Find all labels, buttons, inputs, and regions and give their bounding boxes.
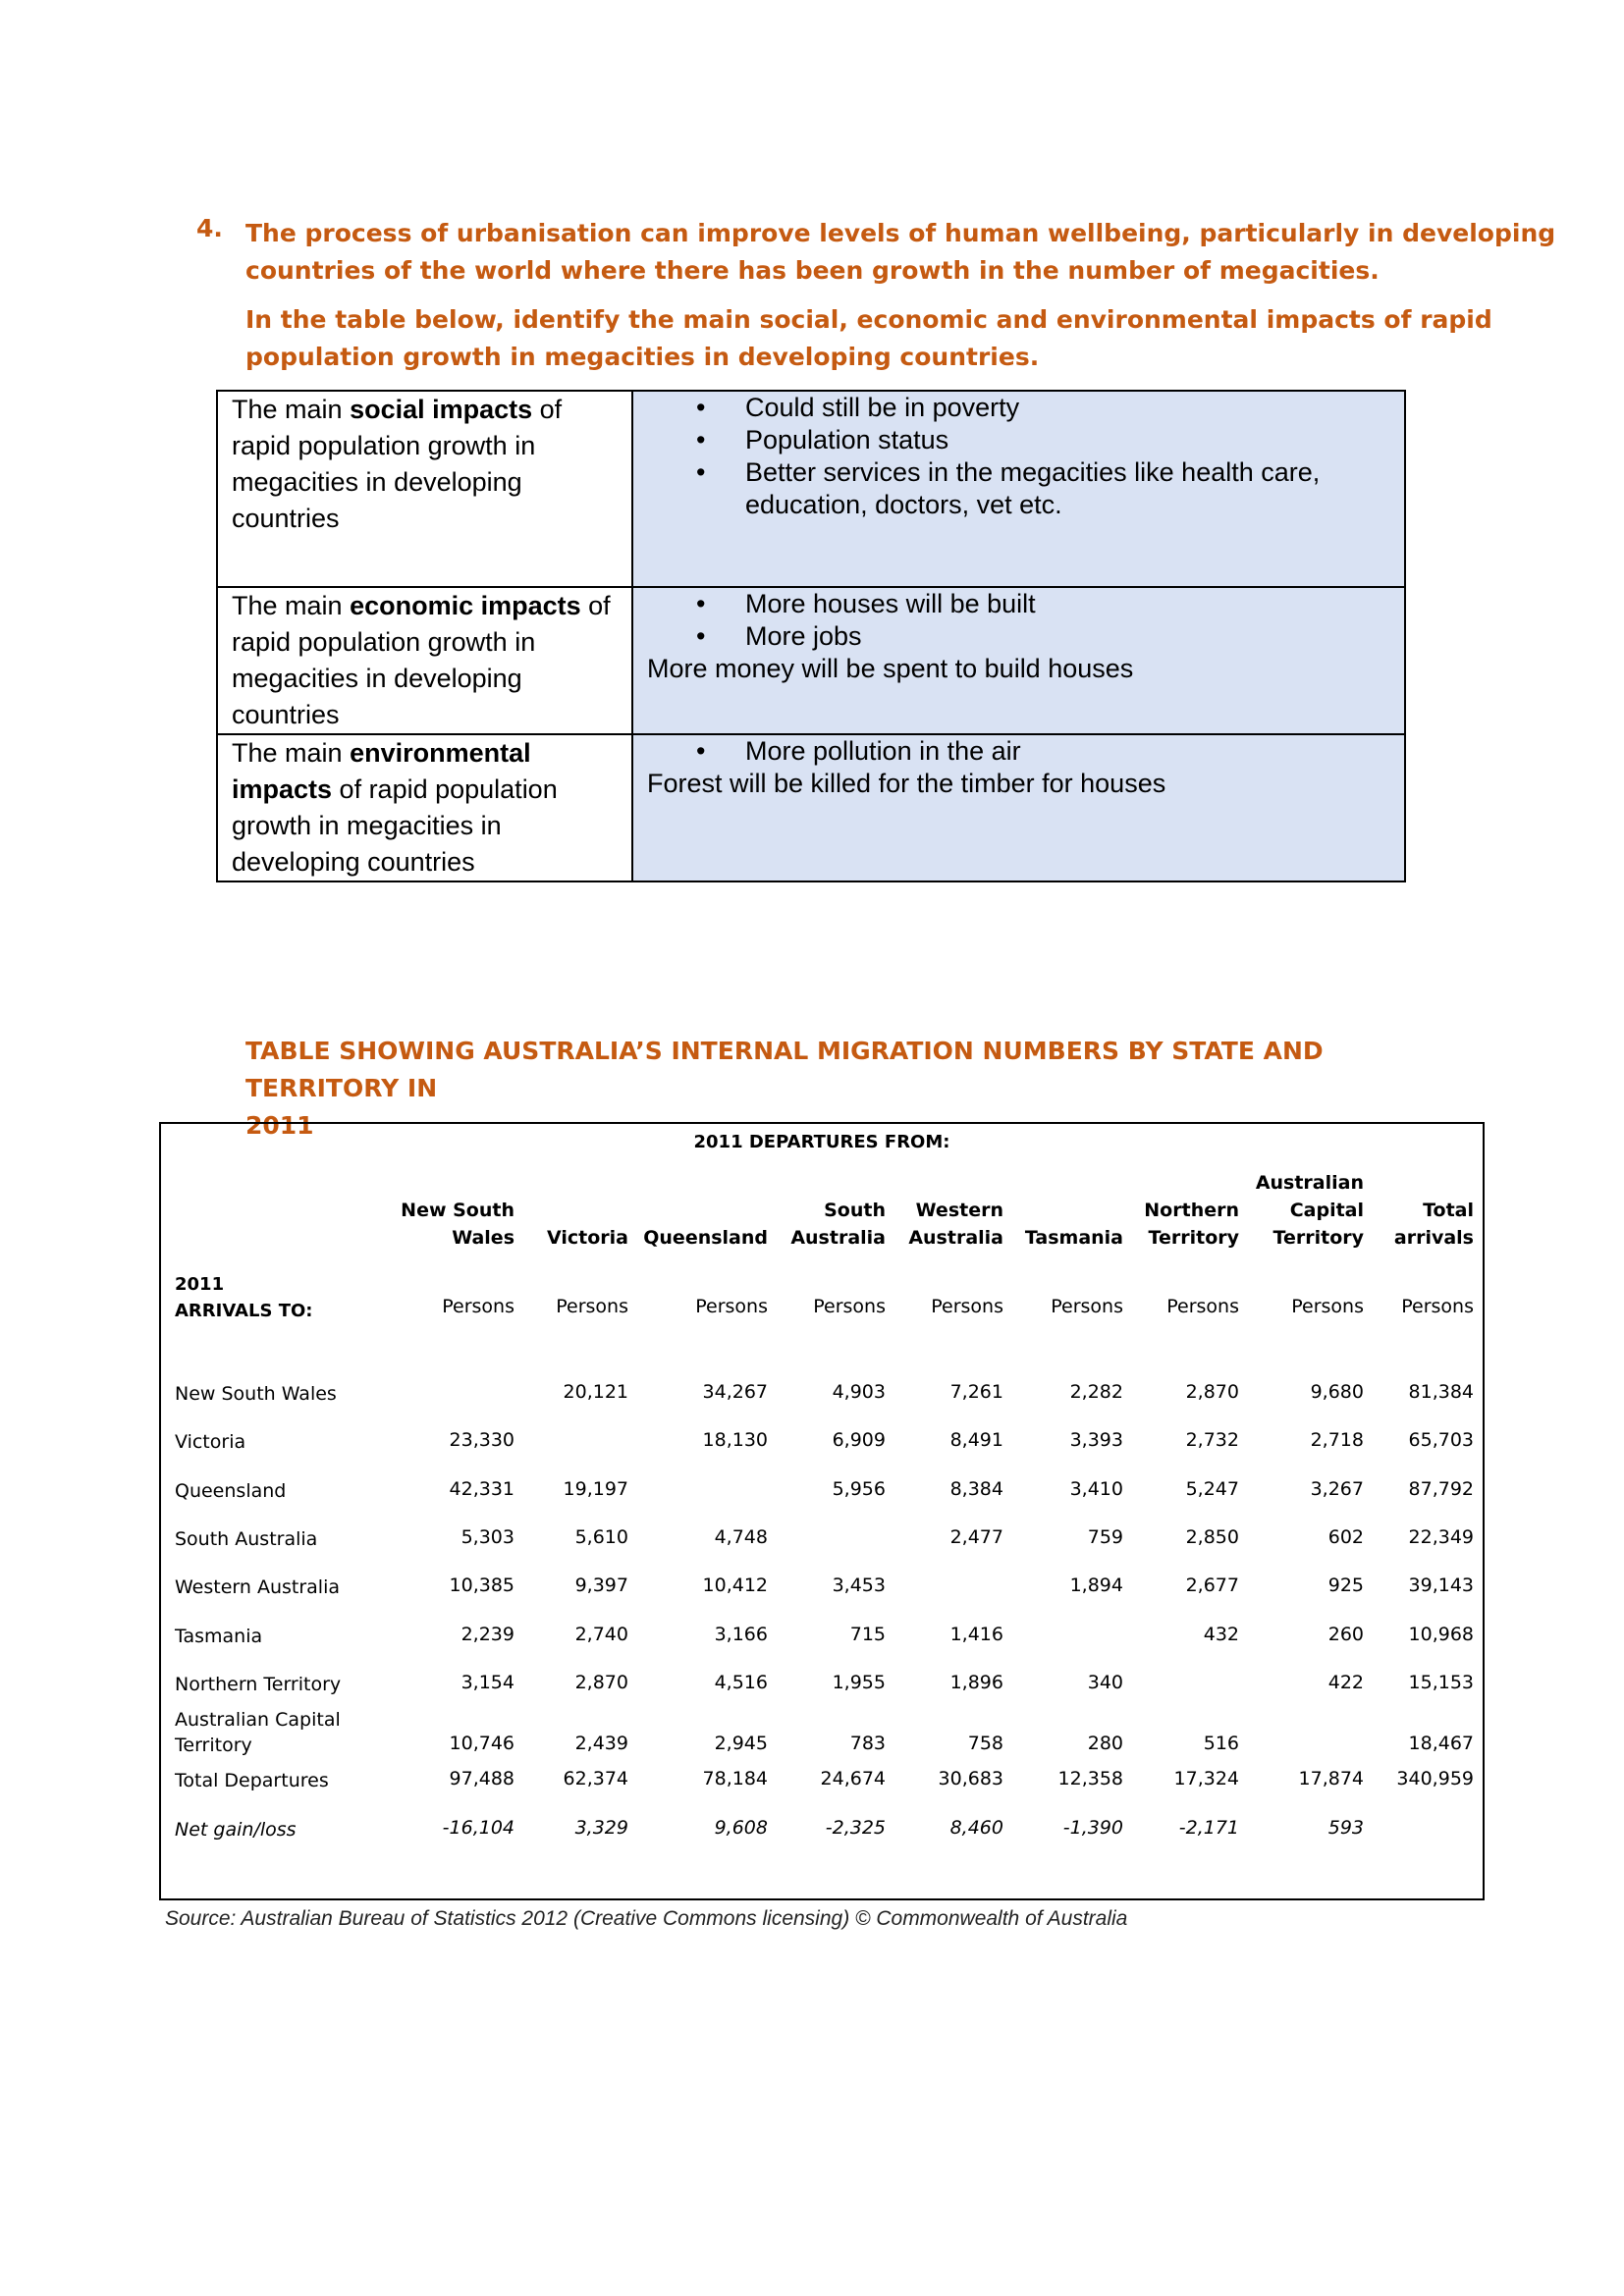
table-cell: 5,610 [574, 1526, 628, 1548]
bullet-text: Better services in the megacities like health care, education, doctors, vet etc. [745, 457, 1321, 519]
impacts-row-social [217, 391, 1405, 587]
table-cell: 2,718 [1310, 1429, 1364, 1451]
table-cell: 3,267 [1310, 1478, 1364, 1500]
row-label-line: Total Departures [175, 1770, 329, 1791]
table-cell: 6,909 [832, 1429, 886, 1451]
unit-label: Persons [1051, 1296, 1123, 1317]
row-label-line: Northern Territory [175, 1674, 342, 1695]
label-prefix: The main [232, 738, 351, 768]
table-cell: 3,393 [1069, 1429, 1123, 1451]
table-cell: 34,267 [702, 1381, 768, 1403]
economic-bullets [647, 588, 1392, 653]
label-bold: environmental impacts [232, 738, 531, 804]
column-header-line: Australian [1255, 1172, 1364, 1194]
table-cell: 19,197 [563, 1478, 628, 1500]
row-label [175, 1575, 340, 1600]
column-header-line: Capital [1289, 1200, 1364, 1221]
row-label [175, 1817, 297, 1842]
table-cell: 2,677 [1185, 1575, 1239, 1596]
title-line-1: TABLE SHOWING AUSTRALIA’S INTERNAL MIGRATION NUMBERS BY STATE AND TERRITORY IN [245, 1037, 1324, 1102]
table-cell: 2,439 [574, 1733, 628, 1754]
unit-label: Persons [1166, 1296, 1239, 1317]
column-header-line: Territory [1148, 1227, 1239, 1249]
label-prefix: The main [232, 395, 351, 424]
table-cell: 340 [1087, 1672, 1123, 1693]
column-header-line: Australia [908, 1227, 1003, 1249]
bullet-item [647, 392, 1392, 424]
table-cell: 9,680 [1310, 1381, 1364, 1403]
label-suffix: of rapid population growth in megacities in developing countries [232, 774, 558, 877]
column-header-line: Total [1423, 1200, 1474, 1221]
bullet-text: More jobs [745, 621, 862, 651]
environmental-bullets [647, 735, 1392, 768]
social-impacts-label [217, 391, 632, 587]
table-cell: 8,460 [949, 1817, 1003, 1839]
row-label-line: South Australia [175, 1528, 318, 1550]
source-note: Source: Australian Bureau of Statistics 2012 (Creative Commons licensing) © Commonwealth of Australia [165, 1907, 1128, 1930]
bullet-glyph: • [696, 393, 706, 422]
table-cell: 1,955 [832, 1672, 886, 1693]
table-cell: 2,945 [714, 1733, 768, 1754]
answer-text: Forest will be killed for the timber for houses [647, 769, 1166, 798]
row-label-line: Australian Capital [175, 1709, 341, 1731]
unit-label: Persons [442, 1296, 514, 1317]
unit-label: Persons [695, 1296, 768, 1317]
unit-label: Persons [1401, 1296, 1474, 1317]
label-bold: economic impacts [350, 591, 581, 620]
column-header-line: Tasmania [1024, 1227, 1123, 1249]
bullet-item [647, 424, 1392, 456]
bullet-item [647, 735, 1392, 768]
bullet-item [647, 588, 1392, 620]
column-header-line: Wales [452, 1227, 514, 1249]
bullet-text: More houses will be built [745, 589, 1036, 618]
table-cell: -16,104 [442, 1817, 514, 1839]
social-impacts-answer[interactable] [632, 391, 1405, 587]
table-cell: 65,703 [1408, 1429, 1474, 1451]
column-header [471, 1224, 628, 1252]
table-cell: 4,516 [714, 1672, 768, 1693]
unit-label: Persons [556, 1296, 628, 1317]
table-cell: 78,184 [702, 1768, 768, 1789]
unit-label: Persons [813, 1296, 886, 1317]
row-label-line: Queensland [175, 1480, 287, 1502]
table-cell: -2,171 [1178, 1817, 1239, 1839]
table-cell: 20,121 [563, 1381, 628, 1403]
column-header-line: Queensland [643, 1227, 768, 1249]
table-cell: 23,330 [449, 1429, 514, 1451]
question-line-2: countries of the world where there has been growth in the number of megacities. [245, 256, 1380, 285]
column-header-line: Territory [1272, 1227, 1364, 1249]
table-cell: 17,324 [1173, 1768, 1239, 1789]
table-cell: 516 [1203, 1733, 1239, 1754]
table-cell: 2,732 [1185, 1429, 1239, 1451]
row-label [175, 1526, 317, 1552]
table-cell: 3,154 [460, 1672, 514, 1693]
table-cell: 10,968 [1408, 1624, 1474, 1645]
table-cell: 1,896 [949, 1672, 1003, 1693]
table-cell: 5,956 [832, 1478, 886, 1500]
table-cell: 783 [849, 1733, 886, 1754]
table-cell: 3,329 [574, 1817, 628, 1839]
departures-header: 2011 DEPARTURES FROM: [693, 1132, 950, 1152]
impacts-row-environmental [217, 734, 1405, 881]
bullet-text: More pollution in the air [745, 736, 1021, 766]
social-bullets [647, 392, 1392, 521]
label-bold: social impacts [350, 395, 533, 424]
row-label-line: Territory [175, 1735, 252, 1756]
question-line-1: The process of urbanisation can improve levels of human wellbeing, particularly in developing [245, 219, 1556, 247]
environmental-impacts-answer[interactable] [632, 734, 1405, 881]
row-label-line: Western Australia [175, 1576, 341, 1598]
bullet-item [647, 620, 1392, 653]
column-header-line: arrivals [1393, 1227, 1474, 1249]
table-cell: -1,390 [1062, 1817, 1123, 1839]
table-cell: 4,748 [714, 1526, 768, 1548]
table-cell: 432 [1203, 1624, 1239, 1645]
column-header-line: Northern [1144, 1200, 1239, 1221]
unit-label: Persons [1291, 1296, 1364, 1317]
bullet-item [647, 456, 1392, 521]
economic-impacts-label [217, 587, 632, 734]
bullet-glyph: • [696, 736, 706, 766]
table-cell: 1,416 [949, 1624, 1003, 1645]
title-line-2: 2011 [245, 1111, 314, 1140]
environmental-impacts-label [217, 734, 632, 881]
question-number: 4. [196, 214, 223, 242]
table-cell: 715 [849, 1624, 886, 1645]
row-label [175, 1768, 329, 1793]
table-cell: 2,239 [460, 1624, 514, 1645]
table-cell: 593 [1327, 1817, 1364, 1839]
table-cell: 2,740 [574, 1624, 628, 1645]
table-cell: 17,874 [1298, 1768, 1364, 1789]
bullet-text: Could still be in poverty [745, 393, 1020, 422]
arrivals-label [175, 1271, 312, 1324]
row-label [175, 1624, 262, 1649]
table-cell: 18,467 [1408, 1733, 1474, 1754]
row-label-line: New South Wales [175, 1383, 337, 1405]
table-cell: 42,331 [449, 1478, 514, 1500]
row-label [175, 1707, 341, 1758]
table-cell: 12,358 [1057, 1768, 1123, 1789]
unit-label: Persons [931, 1296, 1003, 1317]
table-cell: -2,325 [825, 1817, 886, 1839]
table-cell: 97,488 [449, 1768, 514, 1789]
table-cell: 280 [1087, 1733, 1123, 1754]
table-cell: 5,303 [460, 1526, 514, 1548]
bullet-glyph: • [696, 589, 706, 618]
label-prefix: The main [232, 591, 351, 620]
table-cell: 39,143 [1408, 1575, 1474, 1596]
label-suffix: of rapid population growth in megacities in developing countries [232, 395, 563, 533]
table-cell: 340,959 [1396, 1768, 1474, 1789]
table-cell: 8,384 [949, 1478, 1003, 1500]
table-cell: 30,683 [938, 1768, 1003, 1789]
row-label [175, 1672, 341, 1697]
column-header-line: Western [915, 1200, 1003, 1221]
column-header-line: South [824, 1200, 886, 1221]
table-cell: 2,282 [1069, 1381, 1123, 1403]
bullet-glyph: • [696, 621, 706, 651]
arrivals-label-year: 2011 [175, 1274, 225, 1295]
table-cell: 5,247 [1185, 1478, 1239, 1500]
table-cell: 925 [1327, 1575, 1364, 1596]
column-header-line: Victoria [547, 1227, 628, 1249]
table-cell: 81,384 [1408, 1381, 1474, 1403]
table-cell: 87,792 [1408, 1478, 1474, 1500]
label-suffix: of rapid population growth in megacities in developing countries [232, 591, 611, 729]
question-line-3: In the table below, identify the main social, economic and environmental impacts of rapid [245, 305, 1492, 334]
table-cell: 2,870 [574, 1672, 628, 1693]
table-cell: 2,477 [949, 1526, 1003, 1548]
table-cell: 2,850 [1185, 1526, 1239, 1548]
question-line-4: population growth in megacities in developing countries. [245, 343, 1040, 371]
table-cell: 2,870 [1185, 1381, 1239, 1403]
table-cell: 4,903 [832, 1381, 886, 1403]
migration-table [159, 1122, 1485, 1900]
row-label [175, 1381, 337, 1407]
column-header-line: New South [401, 1200, 514, 1221]
row-label-line: Victoria [175, 1431, 246, 1453]
bullet-text: Population status [745, 425, 949, 454]
arrivals-label-text: ARRIVALS TO: [175, 1301, 313, 1321]
table-cell: 9,397 [574, 1575, 628, 1596]
row-label [175, 1478, 286, 1504]
row-label-line: Net gain/loss [175, 1819, 297, 1841]
table-cell: 602 [1327, 1526, 1364, 1548]
table-cell: 10,412 [702, 1575, 768, 1596]
table-cell: 1,894 [1069, 1575, 1123, 1596]
row-label [175, 1429, 245, 1455]
table-cell: 10,746 [449, 1733, 514, 1754]
bullet-glyph: • [696, 457, 706, 487]
table-cell: 3,166 [714, 1624, 768, 1645]
impacts-table [216, 390, 1406, 882]
economic-impacts-answer[interactable] [632, 587, 1405, 734]
answer-text: More money will be spent to build houses [647, 654, 1134, 683]
column-header-line: Australia [790, 1227, 886, 1249]
table-cell: 759 [1087, 1526, 1123, 1548]
table-cell: 22,349 [1408, 1526, 1474, 1548]
table-cell: 10,385 [449, 1575, 514, 1596]
table-cell: 24,674 [820, 1768, 886, 1789]
table-cell: 8,491 [949, 1429, 1003, 1451]
table-cell: 260 [1327, 1624, 1364, 1645]
table-cell: 7,261 [949, 1381, 1003, 1403]
table-cell: 62,374 [563, 1768, 628, 1789]
table-cell: 422 [1327, 1672, 1364, 1693]
column-header [1317, 1197, 1474, 1252]
row-label-line: Tasmania [175, 1626, 263, 1647]
table-cell: 18,130 [702, 1429, 768, 1451]
impacts-row-economic [217, 587, 1405, 734]
table-cell: 758 [967, 1733, 1003, 1754]
table-cell: 3,410 [1069, 1478, 1123, 1500]
table-cell: 3,453 [832, 1575, 886, 1596]
table-cell: 9,608 [714, 1817, 768, 1839]
bullet-glyph: • [696, 425, 706, 454]
table-cell: 15,153 [1408, 1672, 1474, 1693]
